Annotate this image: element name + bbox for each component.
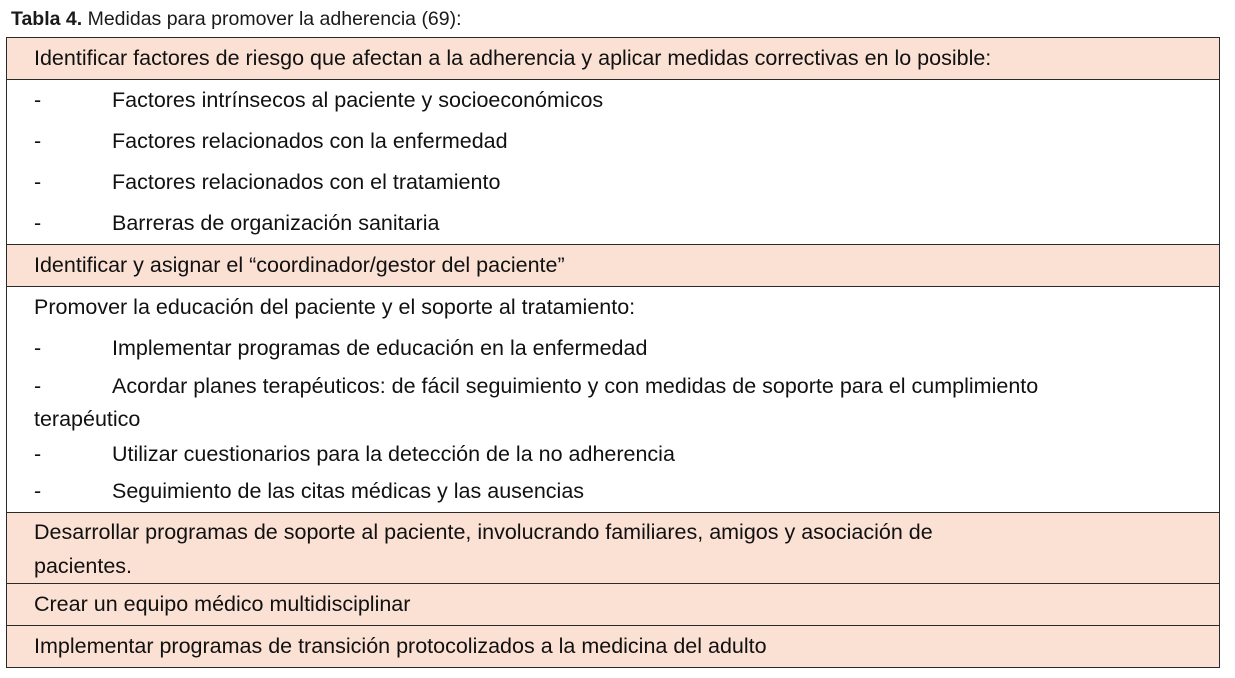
row-heading-education: Promover la educación del paciente y el soporte al tratamiento: bbox=[34, 295, 636, 319]
table-row bbox=[7, 38, 1220, 80]
support-programs-line-2: pacientes. bbox=[34, 554, 133, 578]
list-item-text: Barreras de organización sanitaria bbox=[112, 211, 440, 235]
measures-table bbox=[6, 37, 1220, 668]
list-item-text: Acordar planes terapéuticos: de fácil seguimiento y con medidas de soporte para el cumplimiento bbox=[112, 374, 1039, 398]
list-dash: - bbox=[34, 129, 42, 153]
table-cell bbox=[7, 38, 1220, 80]
table-row bbox=[7, 626, 1220, 668]
list-item bbox=[34, 369, 1215, 437]
table-row bbox=[7, 287, 1220, 513]
list-dash: - bbox=[34, 88, 42, 112]
caption-label: Tabla 4. bbox=[11, 8, 83, 30]
caption-text: Medidas para promover la adherencia (69): bbox=[82, 8, 462, 30]
table-row bbox=[7, 584, 1220, 626]
list-item bbox=[34, 121, 1215, 162]
row-heading-risk-factors: Identificar factores de riesgo que afectan a la adherencia y aplicar medidas correctivas en lo posible: bbox=[34, 46, 992, 70]
table-cell bbox=[7, 245, 1220, 287]
table-row bbox=[7, 513, 1220, 584]
row-heading-support-programs bbox=[34, 513, 1215, 583]
support-programs-line-1: Desarrollar programas de soporte al paciente, involucrando familiares, amigos y asociación de bbox=[34, 520, 933, 544]
list-item-text: Factores relacionados con el tratamiento bbox=[112, 170, 501, 194]
list-dash: - bbox=[34, 211, 42, 235]
list-item-text: Factores intrínsecos al paciente y socioeconómicos bbox=[112, 88, 604, 112]
list-item bbox=[34, 471, 1215, 512]
list-item-text: Seguimiento de las citas médicas y las ausencias bbox=[112, 479, 585, 503]
list-item bbox=[34, 162, 1215, 203]
list-item-text: Implementar programas de educación en la enfermedad bbox=[112, 336, 648, 360]
list-item bbox=[34, 80, 1215, 121]
list-item bbox=[34, 437, 1215, 471]
list-item-text: Utilizar cuestionarios para la detección de la no adherencia bbox=[112, 442, 675, 466]
table-cell bbox=[7, 287, 1220, 513]
list-item bbox=[34, 203, 1215, 244]
list-dash: - bbox=[34, 442, 42, 466]
list-item-continuation: terapéutico bbox=[34, 407, 141, 431]
list-dash: - bbox=[34, 374, 42, 398]
row-heading-transition: Implementar programas de transición protocolizados a la medicina del adulto bbox=[34, 634, 767, 658]
table-cell bbox=[7, 80, 1220, 245]
row-heading-coordinator: Identificar y asignar el “coordinador/gestor del paciente” bbox=[34, 253, 565, 277]
list-dash: - bbox=[34, 336, 42, 360]
list-item-first-line bbox=[34, 370, 1215, 403]
row-heading-medical-team: Crear un equipo médico multidisciplinar bbox=[34, 592, 411, 616]
table-cell bbox=[7, 513, 1220, 584]
list-dash: - bbox=[34, 170, 42, 194]
table-cell bbox=[7, 584, 1220, 626]
table-caption bbox=[11, 7, 462, 31]
table-row bbox=[7, 245, 1220, 287]
table-cell bbox=[7, 626, 1220, 668]
list-item bbox=[34, 328, 1215, 369]
list-dash: - bbox=[34, 479, 42, 503]
list-item-text: Factores relacionados con la enfermedad bbox=[112, 129, 508, 153]
table-row bbox=[7, 80, 1220, 245]
